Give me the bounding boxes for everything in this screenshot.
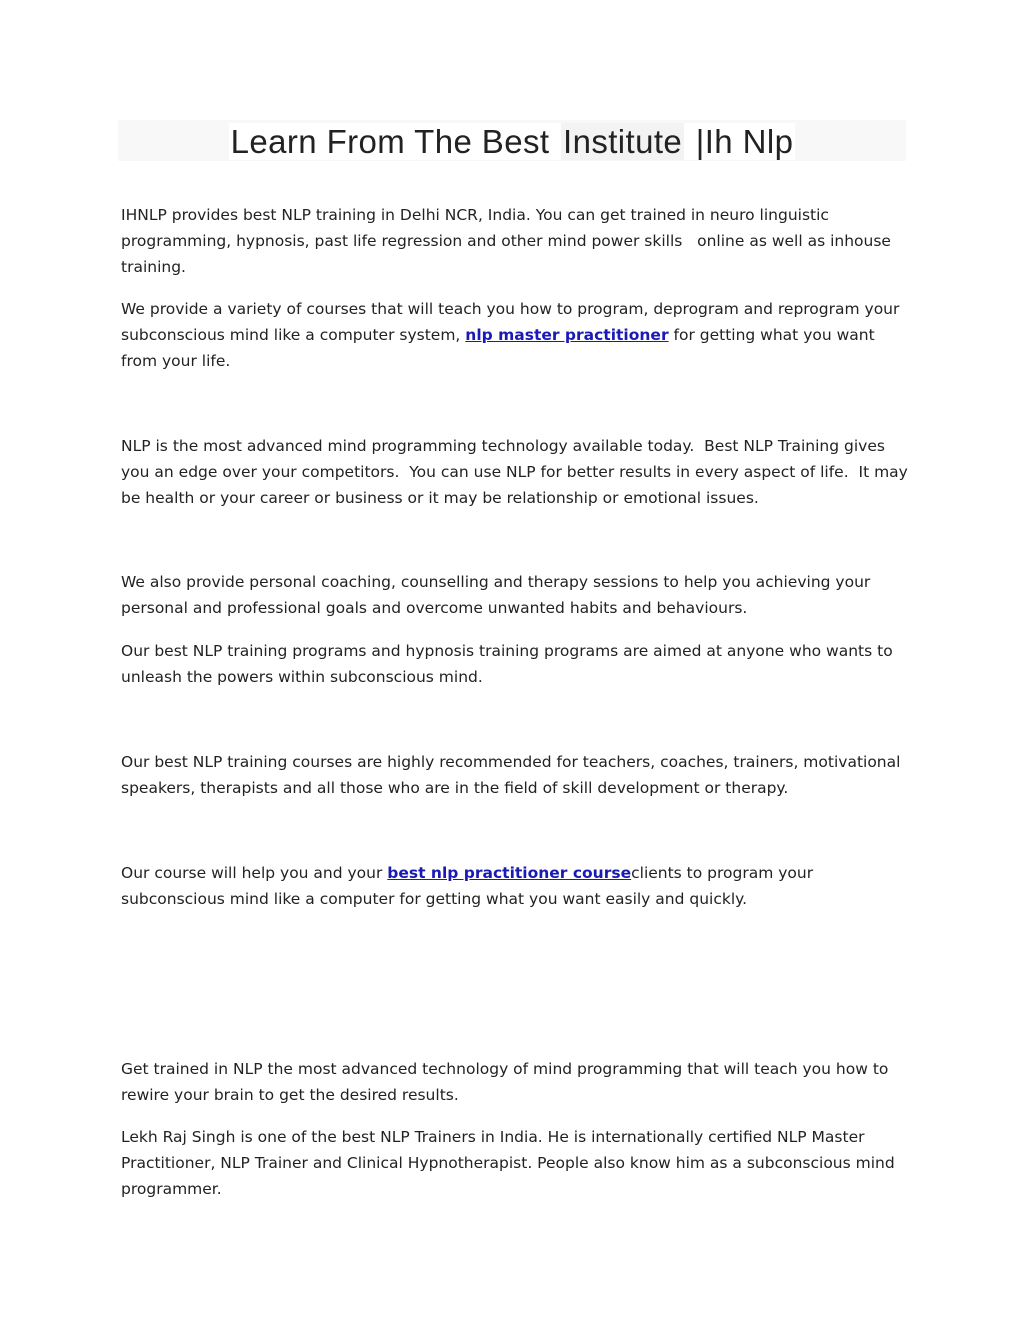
nlp-master-practitioner-link[interactable]: nlp master practitioner: [465, 326, 669, 344]
best-nlp-practitioner-course-link[interactable]: best nlp practitioner course: [387, 864, 632, 882]
paragraph-course-help: [121, 860, 911, 912]
paragraph-programs: Our best NLP training programs and hypnosis training programs are aimed at anyone who wants to unleash the powers within subconscious mind.: [121, 642, 898, 686]
paragraph-course-help-text-end: clients to program your subconscious mind like a computer for getting what you want easily and quickly.: [121, 864, 819, 908]
title-part-2: Institute: [563, 123, 683, 160]
paragraph-recommended: Our best NLP training courses are highly recommended for teachers, coaches, trainers, motivational speakers, therapists and all those who are in the field of skill development or therapy.: [121, 753, 906, 797]
document-title: [118, 120, 906, 161]
title-part-3: |Ih Nlp: [686, 123, 794, 160]
paragraph-intro: IHNLP provides best NLP training in Delhi NCR, India. You can get trained in neuro linguistic programming, hypnosis, past life regression and other mind power skills online as well as inhouse training.: [121, 206, 896, 276]
paragraph-courses: [121, 296, 911, 374]
paragraph-courses-text-end: for getting what you want from your life.: [121, 326, 880, 370]
paragraph-get-trained: Get trained in NLP the most advanced technology of mind programming that will teach you how to rewire your brain to get the desired results.: [121, 1060, 894, 1104]
title-part-1: Learn From The Best: [230, 123, 560, 160]
paragraph-nlp-technology: NLP is the most advanced mind programming technology available today. Best NLP Training gives you an edge over your competitors. You can use NLP for better results in every aspect of life. It may be health or your career or business or it may be relationship or emotional issues.: [121, 437, 913, 507]
paragraph-course-help-text-start: Our course will help you and your: [121, 864, 388, 882]
paragraph-courses-text-start: We provide a variety of courses that will teach you how to program, deprogram and reprogram your subconscious mind like a computer system,: [121, 300, 905, 344]
paragraph-trainer-bio: Lekh Raj Singh is one of the best NLP Trainers in India. He is internationally certified NLP Master Practitioner, NLP Trainer and Clinical Hypnotherapist. People also know him as a subconscious mind programmer.: [121, 1128, 900, 1198]
paragraph-coaching: We also provide personal coaching, counselling and therapy sessions to help you achieving your personal and professional goals and overcome unwanted habits and behaviours.: [121, 573, 876, 617]
